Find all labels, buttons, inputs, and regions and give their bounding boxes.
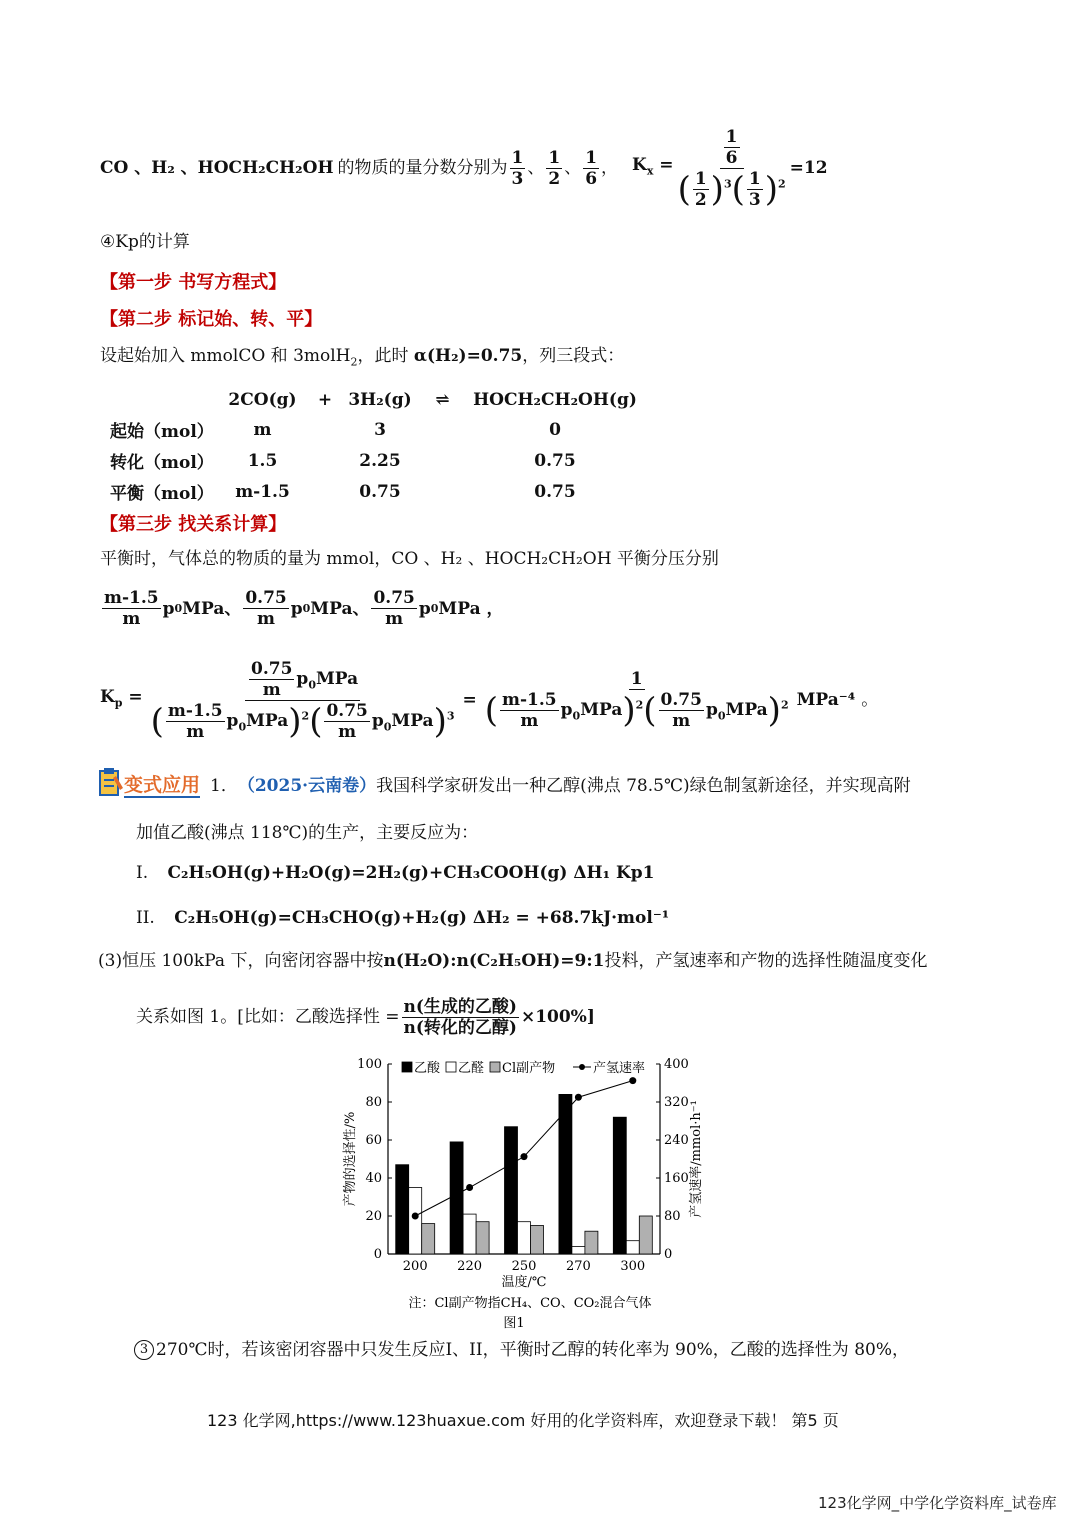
kx-label: $K_x$ = bbox=[632, 154, 674, 178]
legend-line-marker bbox=[579, 1064, 585, 1070]
bar-3 bbox=[639, 1216, 652, 1254]
step2-heading: 【第二步 标记始、转、平】 bbox=[100, 309, 323, 330]
rate-point bbox=[521, 1153, 528, 1160]
problem-number: 1． bbox=[210, 776, 238, 796]
rxn1-text: C₂H₅OH(g)+H₂O(g)=2H₂(g)+CH₃COOH(g) ΔH₁ Kp1 bbox=[167, 863, 655, 883]
bar-3 bbox=[422, 1224, 435, 1254]
fraction-one-third: $\frac{1}{3}$ bbox=[511, 147, 524, 189]
y-tick-label: 0 bbox=[373, 1247, 382, 1262]
chart bbox=[330, 1050, 720, 1340]
y2-axis-label: 产氢速率/mmol·h⁻¹ bbox=[689, 1100, 704, 1218]
row-label: 转化（mol） bbox=[110, 453, 214, 473]
part3-a: (3)恒压 100kPa 下，向密闭容器中按 bbox=[98, 951, 384, 971]
rate-point bbox=[629, 1077, 636, 1084]
part3-line bbox=[98, 950, 927, 972]
reaction-1 bbox=[136, 862, 654, 884]
q3-text: 270℃时，若该密闭容器中只发生反应I、II，平衡时乙醇的转化率为 90%，乙酸的选择性为 80%， bbox=[156, 1340, 909, 1360]
y-tick-label: 80 bbox=[365, 1095, 382, 1110]
cell: 0.75 bbox=[534, 481, 576, 502]
reaction-2 bbox=[136, 907, 669, 929]
x-tick-label: 300 bbox=[620, 1259, 646, 1274]
x-tick-label: 200 bbox=[402, 1259, 428, 1274]
selectivity-fraction bbox=[402, 997, 519, 1038]
rxn1-label: I. bbox=[136, 863, 149, 883]
eq-lhs1: 2CO(g) bbox=[228, 389, 297, 410]
rxn2-label: II. bbox=[136, 908, 155, 928]
y-tick-label: 20 bbox=[365, 1209, 382, 1224]
sel-den: n(转化的乙醇) bbox=[403, 1017, 517, 1038]
cell: 2.25 bbox=[359, 450, 401, 471]
partial-pressure-text: 平衡时，气体总的物质的量为 mmol，CO 、H₂ 、HOCH₂CH₂OH 平衡分压分别 bbox=[100, 549, 719, 569]
bar-2 bbox=[518, 1222, 531, 1254]
eq-plus: + bbox=[317, 389, 333, 410]
ice-table-block bbox=[110, 385, 640, 507]
sel-num: n(生成的乙酸) bbox=[403, 996, 517, 1017]
cell: 0.75 bbox=[534, 450, 576, 471]
x-tick-label: 220 bbox=[457, 1259, 483, 1274]
kp-unit: MPa⁻⁴ bbox=[796, 690, 856, 710]
bar-1 bbox=[396, 1165, 409, 1254]
page-footer: 123 化学网,https://www.123huaxue.com 好用的化学资料库，欢迎登录下载！ 第5 页 bbox=[207, 1411, 839, 1430]
y-axis-label: 产物的选择性/% bbox=[343, 1111, 358, 1207]
bar-1 bbox=[450, 1142, 463, 1254]
part3-ratio: n(H₂O):n(C₂H₅OH)=9:1 bbox=[383, 951, 605, 971]
cell: 0 bbox=[549, 419, 561, 440]
table-row bbox=[110, 476, 640, 507]
badge-icon bbox=[98, 768, 124, 804]
circled-3: 3 bbox=[134, 1340, 154, 1360]
y2-tick-label: 0 bbox=[664, 1247, 673, 1262]
section-kp-heading: ④Kp的计算 bbox=[100, 232, 190, 252]
bar-2 bbox=[409, 1188, 422, 1255]
setup-text-b: ，此时 bbox=[357, 346, 409, 366]
y-tick-label: 100 bbox=[357, 1057, 382, 1072]
bar-2 bbox=[626, 1241, 639, 1254]
eq-arrow: ⇌ bbox=[435, 389, 450, 410]
species-list: CO 、H₂ 、HOCH₂CH₂OH bbox=[100, 158, 334, 178]
part3-b: 投料，产氢速率和产物的选择性随温度变化 bbox=[604, 951, 928, 971]
ice-table bbox=[110, 385, 640, 507]
legend-swatch-2 bbox=[446, 1062, 456, 1072]
cell: m-1.5 bbox=[235, 481, 290, 502]
rate-line bbox=[415, 1081, 633, 1216]
legend-label-rate: 产氢速率 bbox=[593, 1061, 646, 1076]
row-label: 平衡（mol） bbox=[110, 484, 214, 504]
setup-text-c: ，列三段式： bbox=[522, 346, 625, 366]
eq-rhs: HOCH₂CH₂OH(g) bbox=[473, 389, 637, 410]
y2-tick-label: 80 bbox=[664, 1209, 681, 1224]
cell: 1.5 bbox=[247, 450, 278, 471]
bar-1 bbox=[559, 1094, 572, 1254]
bar-2 bbox=[463, 1214, 476, 1254]
problem-header bbox=[98, 768, 911, 804]
y-tick-label: 60 bbox=[365, 1133, 382, 1148]
x-axis-label: 温度/℃ bbox=[501, 1275, 547, 1290]
cell: 3 bbox=[374, 419, 386, 440]
figure-1 bbox=[330, 1050, 720, 1340]
rate-point bbox=[412, 1213, 419, 1220]
mole-fraction-text: 的物质的量分数分别为 bbox=[337, 158, 508, 178]
y2-tick-label: 320 bbox=[664, 1095, 689, 1110]
question-3 bbox=[134, 1339, 909, 1361]
watermark: 123化学网_中学化学资料库_试卷库 bbox=[818, 1494, 1057, 1512]
rxn2-text: C₂H₅OH(g)=CH₃CHO(g)+H₂(g) ΔH₂ = +68.7kJ·mol⁻¹ bbox=[174, 908, 670, 928]
y2-tick-label: 160 bbox=[664, 1171, 689, 1186]
setup-alpha: α(H₂)=0.75 bbox=[413, 346, 523, 366]
bar-1 bbox=[613, 1117, 626, 1254]
bar-3 bbox=[585, 1231, 598, 1254]
sel-tail: ×100%] bbox=[520, 1007, 595, 1027]
cell: 0.75 bbox=[359, 481, 401, 502]
rate-point bbox=[575, 1094, 582, 1101]
cell: m bbox=[253, 419, 272, 440]
part3-c: 关系如图 1。[比如：乙酸选择性 = bbox=[136, 1007, 400, 1027]
bar-3 bbox=[476, 1222, 489, 1254]
chart-note: 注：Cl副产物指CH₄、CO、CO₂混合气体 bbox=[408, 1296, 652, 1311]
x-tick-label: 250 bbox=[511, 1259, 537, 1274]
setup-line: 设起始加入 mmolCO 和 3molH$_2$，此时 α(H₂)=0.75，列三段式： bbox=[100, 346, 625, 369]
eq-lhs2: 3H₂(g) bbox=[348, 389, 412, 410]
x-tick-label: 270 bbox=[565, 1259, 591, 1274]
selectivity-line bbox=[136, 992, 595, 1042]
rate-point bbox=[466, 1184, 473, 1191]
legend-label-2: 乙醛 bbox=[458, 1061, 485, 1076]
legend-label-1: 乙酸 bbox=[414, 1061, 441, 1076]
legend-label-3: Cl副产物 bbox=[502, 1061, 556, 1076]
problem-line1: 我国科学家研发出一种乙醇(沸点 78.5℃)绿色制氢新途径，并实现高附 bbox=[376, 776, 911, 796]
kx-fraction: $\frac{1}{6}$ ( $\frac{1}{2}$ )$^3$( $\frac{1}{3}$ )$^2$ bbox=[677, 126, 786, 210]
y-tick-label: 40 bbox=[365, 1171, 382, 1186]
step1-heading: 【第一步 书写方程式】 bbox=[100, 272, 287, 293]
row-label: 起始（mol） bbox=[110, 422, 214, 442]
kp-expression: $K_p$ = $\frac{0.75}{m}$ $p_0MPa$ ( $\frac{m-1.5}{m}$ $p_0MPa)^2$( $\frac{0.75}{m}$ $p_0MPa)^3$ = 1 ( $\frac{m-1.5}{m}$ $p_0MPa)^2$( $\frac{0.75}{m}$ $p_0MPa)^2$ MPa⁻⁴ 。 bbox=[100, 658, 879, 742]
equation-row bbox=[110, 385, 640, 414]
fraction-one-sixth: $\frac{1}{6}$ bbox=[585, 147, 598, 189]
kx-result: =12 bbox=[789, 158, 828, 178]
setup-text-a: 设起始加入 mmolCO 和 3molH bbox=[100, 346, 351, 366]
y2-tick-label: 400 bbox=[664, 1057, 689, 1072]
bar-2 bbox=[572, 1246, 585, 1254]
table-row bbox=[110, 414, 640, 445]
mole-fraction-line: CO 、H₂ 、HOCH₂CH₂OH 的物质的量分数分别为 $\frac{1}{3}$ 、 $\frac{1}{2}$ 、 $\frac{1}{6}$ ， $K_x$ = $\frac{1}{6}$ ( $\frac{1}{2}$ )$^3$( $\frac{1}{3}$ )$^2$ =12 bbox=[100, 126, 828, 210]
legend-swatch-1 bbox=[402, 1062, 412, 1072]
bar-1 bbox=[505, 1127, 518, 1254]
y2-tick-label: 240 bbox=[664, 1133, 689, 1148]
table-row bbox=[110, 445, 640, 476]
bar-3 bbox=[531, 1226, 544, 1255]
legend-swatch-3 bbox=[490, 1062, 500, 1072]
fraction-one-half: $\frac{1}{2}$ bbox=[548, 147, 561, 189]
chart-caption: 图1 bbox=[503, 1316, 525, 1331]
problem-line2: 加值乙酸(沸点 118℃)的生产，主要反应为： bbox=[136, 823, 479, 843]
kp-label: $K_p$ = bbox=[100, 686, 143, 710]
problem-source: （2025·云南卷） bbox=[237, 776, 377, 796]
step3-heading: 【第三步 找关系计算】 bbox=[100, 514, 287, 535]
partial-pressures: $\frac{m-1.5}{m}$ p 0 MPa、 $\frac{0.75}{m}$ p 0 MPa、 $\frac{0.75}{m}$ p 0 MPa ， bbox=[104, 588, 504, 629]
badge-label: 变式应用 bbox=[124, 774, 201, 796]
